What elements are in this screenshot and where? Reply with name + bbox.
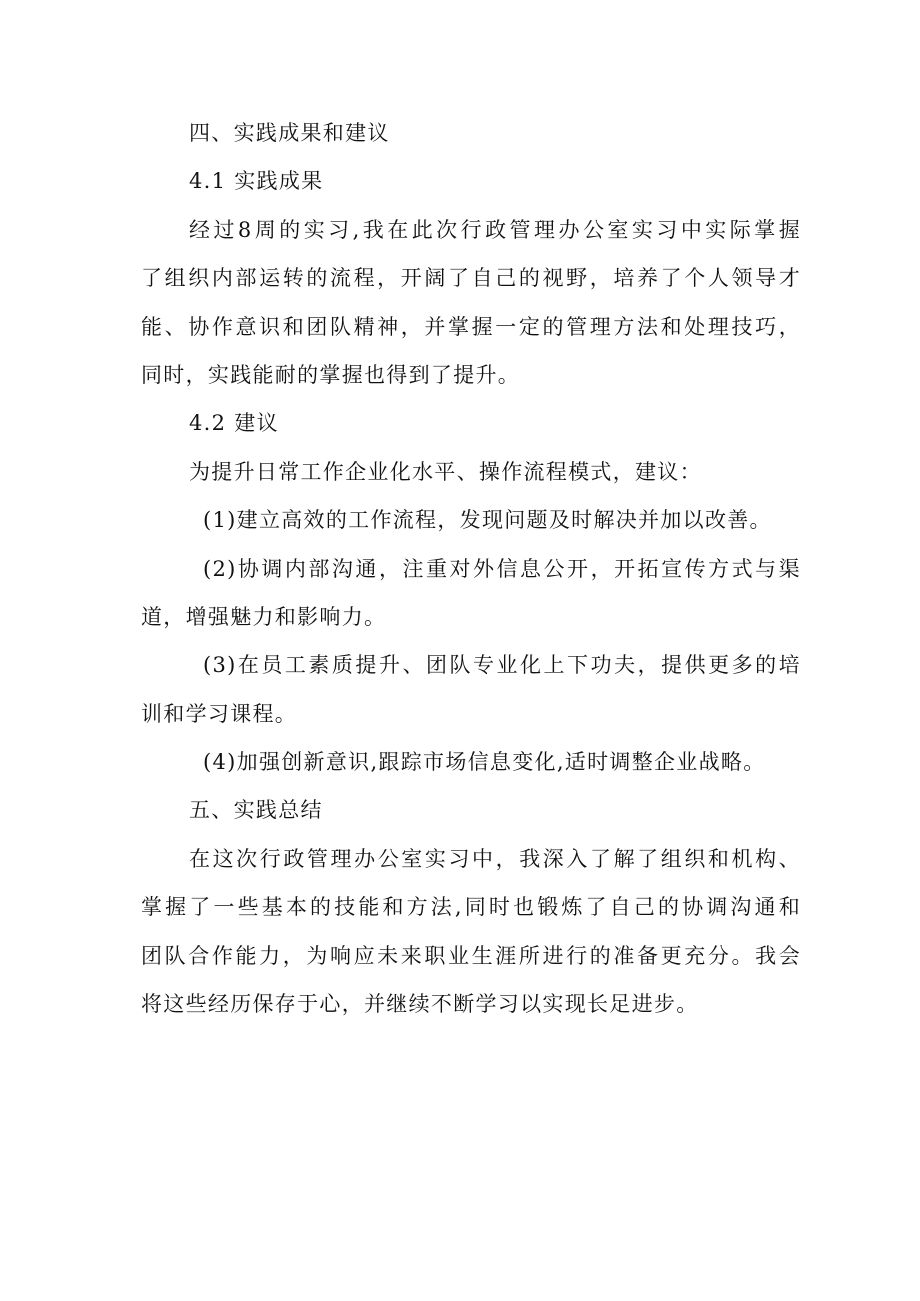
- paragraph-line: 了组织内部运转的流程，开阔了自己的视野，培养了个人领导才: [141, 266, 801, 291]
- paragraph-line: 在这次行政管理办公室实习中，我深入了解了组织和机构、: [189, 846, 801, 871]
- suggestion-item-1: (1)建立高效的工作流程，发现问题及时解决并加以改善。: [203, 508, 772, 533]
- suggestion-item-2: (2)协调内部沟通，注重对外信息公开，开拓宣传方式与渠: [203, 556, 801, 581]
- suggestion-item-4: (4)加强创新意识,跟踪市场信息变化,适时调整企业战略。: [203, 750, 766, 775]
- paragraph-line: 同时，实践能耐的掌握也得到了提升。: [141, 362, 521, 387]
- suggestion-item-2-cont: 道，增强魅力和影响力。: [141, 604, 387, 629]
- subsection-heading-4-1: 4.1 实践成果: [189, 169, 324, 194]
- paragraph-line: 团队合作能力，为响应未来职业生涯所进行的准备更充分。我会: [141, 943, 801, 968]
- document-page: [141, 113, 801, 1032]
- paragraph-line: 经过8周的实习,我在此次行政管理办公室实习中实际掌握: [189, 217, 801, 242]
- suggestion-item-3-cont: 训和学习课程。: [141, 701, 298, 726]
- paragraph-line: 能、协作意识和团队精神，并掌握一定的管理方法和处理技巧，: [141, 314, 801, 339]
- suggestion-item-3: (3)在员工素质提升、团队专业化上下功夫，提供更多的培: [203, 653, 801, 678]
- paragraph-line: 将这些经历保存于心，并继续不断学习以实现长足进步。: [141, 992, 699, 1017]
- paragraph-line: 掌握了一些基本的技能和方法,同时也锻炼了自己的协调沟通和: [141, 895, 801, 920]
- subsection-heading-4-2: 4.2 建议: [189, 411, 279, 436]
- section-heading-5: 五、实践总结: [189, 798, 323, 823]
- suggestion-intro: 为提升日常工作企业化水平、操作流程模式，建议：: [189, 459, 702, 484]
- section-heading-4: 四、实践成果和建议: [189, 121, 390, 145]
